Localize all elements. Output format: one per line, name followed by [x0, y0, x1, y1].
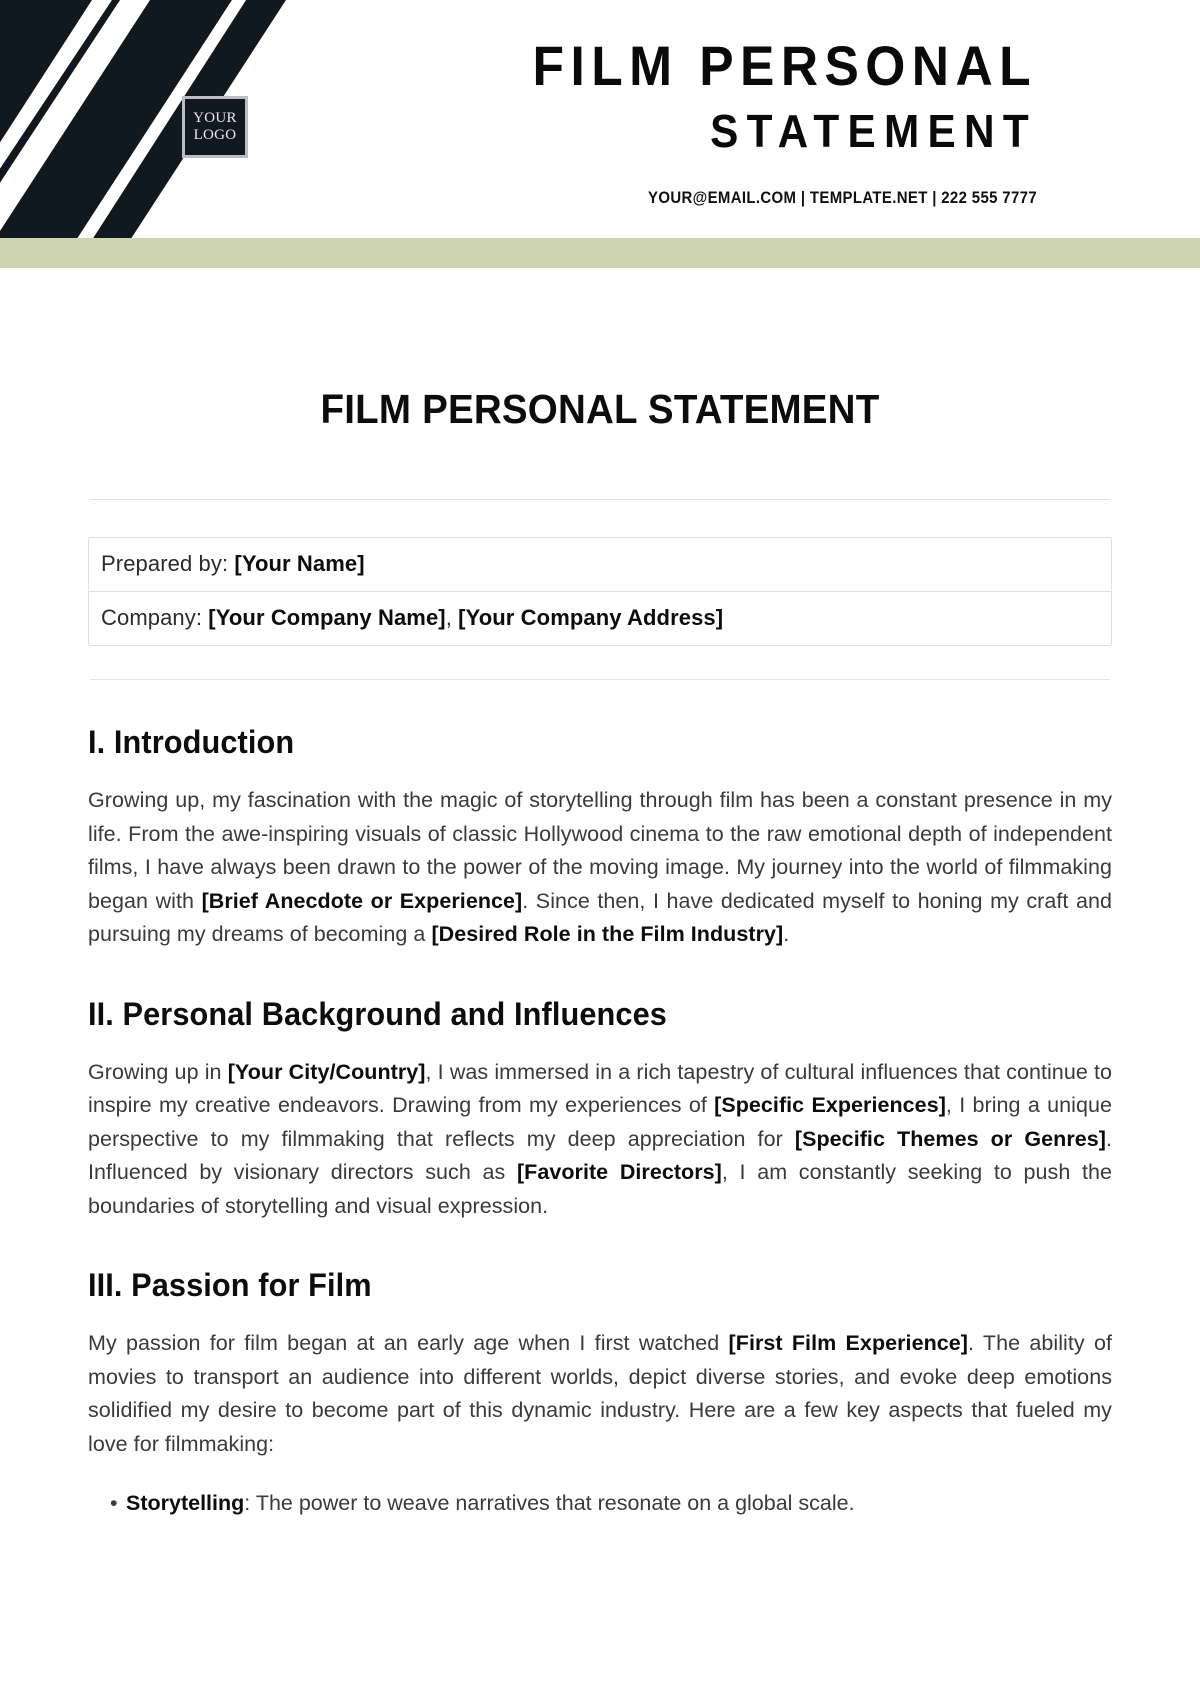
paragraph-text: . Since then, I have dedicated myself to honing my craft and pursuing my dreams of becoming a [88, 888, 1112, 946]
company-separator: , [445, 605, 452, 630]
section-heading: I. Introduction [88, 724, 295, 760]
company-label: Company: [101, 605, 203, 630]
paragraph-text: , I was immersed in a rich tapestry of cultural influences that continue to inspire my creative endeavors. Drawing from my experiences of [88, 1059, 1113, 1117]
logo-placeholder [182, 96, 248, 158]
page-title: FILM PERSONAL STATEMENT [320, 386, 880, 432]
paragraph-text: , I bring a unique perspective to my filmmaking that reflects my deep appreciation for [88, 1093, 1112, 1151]
paragraph-text: . The ability of movies to transport an audience into different worlds, depict diverse stories, and evoke deep emotions solidified my desire to become part of this dynamic industry. Here are a few key aspects that fueled my love for filmmaking: [88, 1331, 1112, 1456]
bullet-term: Storytelling [126, 1491, 245, 1515]
section-paragraph [88, 1327, 1112, 1461]
section-heading: II. Personal Background and Influences [88, 995, 667, 1032]
paragraph-text: My passion for film began at an early age when I first watched [88, 1331, 729, 1355]
document-body [0, 386, 1200, 1521]
paragraph-text: Growing up in [88, 1059, 228, 1084]
info-box-divider [90, 679, 1110, 680]
section-paragraph [88, 784, 1112, 952]
paragraph-text: Growing up, my fascination with the magic of storytelling through film has been a constant presence in my life. From the awe-inspiring visuals of classic Hollywood cinema to the raw emotional depth of independent films, I have always been drawn to the power of the moving image. My journey into the world of filmmaking began with [88, 788, 1112, 913]
sections-container [88, 724, 1112, 1521]
document-header [0, 0, 1200, 268]
company-name-value[interactable]: [Your Company Name] [208, 605, 446, 630]
placeholder-field[interactable]: [Brief Anecdote or Experience] [201, 888, 523, 913]
company-address-value[interactable]: [Your Company Address] [458, 605, 724, 630]
header-contact-info: YOUR@EMAIL.COM | TEMPLATE.NET | 222 555 7777 [648, 188, 1037, 207]
prepared-by-label: Prepared by: [101, 551, 229, 576]
placeholder-field[interactable]: [First Film Experience] [728, 1331, 968, 1355]
paragraph-text: . Influenced by visionary directors such as [88, 1126, 1112, 1184]
placeholder-field[interactable]: [Specific Themes or Genres] [794, 1126, 1106, 1151]
section-paragraph [88, 1056, 1112, 1224]
header-text-block [337, 34, 1037, 208]
placeholder-field[interactable]: [Specific Experiences] [714, 1093, 946, 1117]
list-item [110, 1487, 1112, 1521]
prepared-by-row [89, 538, 1111, 591]
placeholder-field[interactable]: [Desired Role in the Film Industry] [431, 922, 784, 946]
section-heading: III. Passion for Film [88, 1267, 372, 1303]
bullet-description: : The power to weave narratives that resonate on a global scale. [244, 1491, 855, 1515]
placeholder-field[interactable]: [Your City/Country] [227, 1059, 426, 1084]
prepared-by-value[interactable]: [Your Name] [234, 551, 365, 576]
prepared-by-info-box [88, 537, 1112, 646]
header-title-line2: STATEMENT [710, 105, 1037, 157]
company-row [89, 591, 1111, 645]
title-divider [90, 499, 1110, 500]
header-title-line1: FILM PERSONAL [532, 34, 1037, 97]
logo-text-line2: LOGO [193, 127, 237, 143]
header-accent-band [0, 238, 1200, 268]
paragraph-text: , I am constantly seeking to push the boundaries of storytelling and visual expression. [88, 1160, 1112, 1218]
paragraph-text: . [783, 922, 790, 946]
bullet-list [88, 1487, 1112, 1521]
logo-text-line1: YOUR [193, 110, 237, 126]
placeholder-field[interactable]: [Favorite Directors] [516, 1160, 722, 1184]
